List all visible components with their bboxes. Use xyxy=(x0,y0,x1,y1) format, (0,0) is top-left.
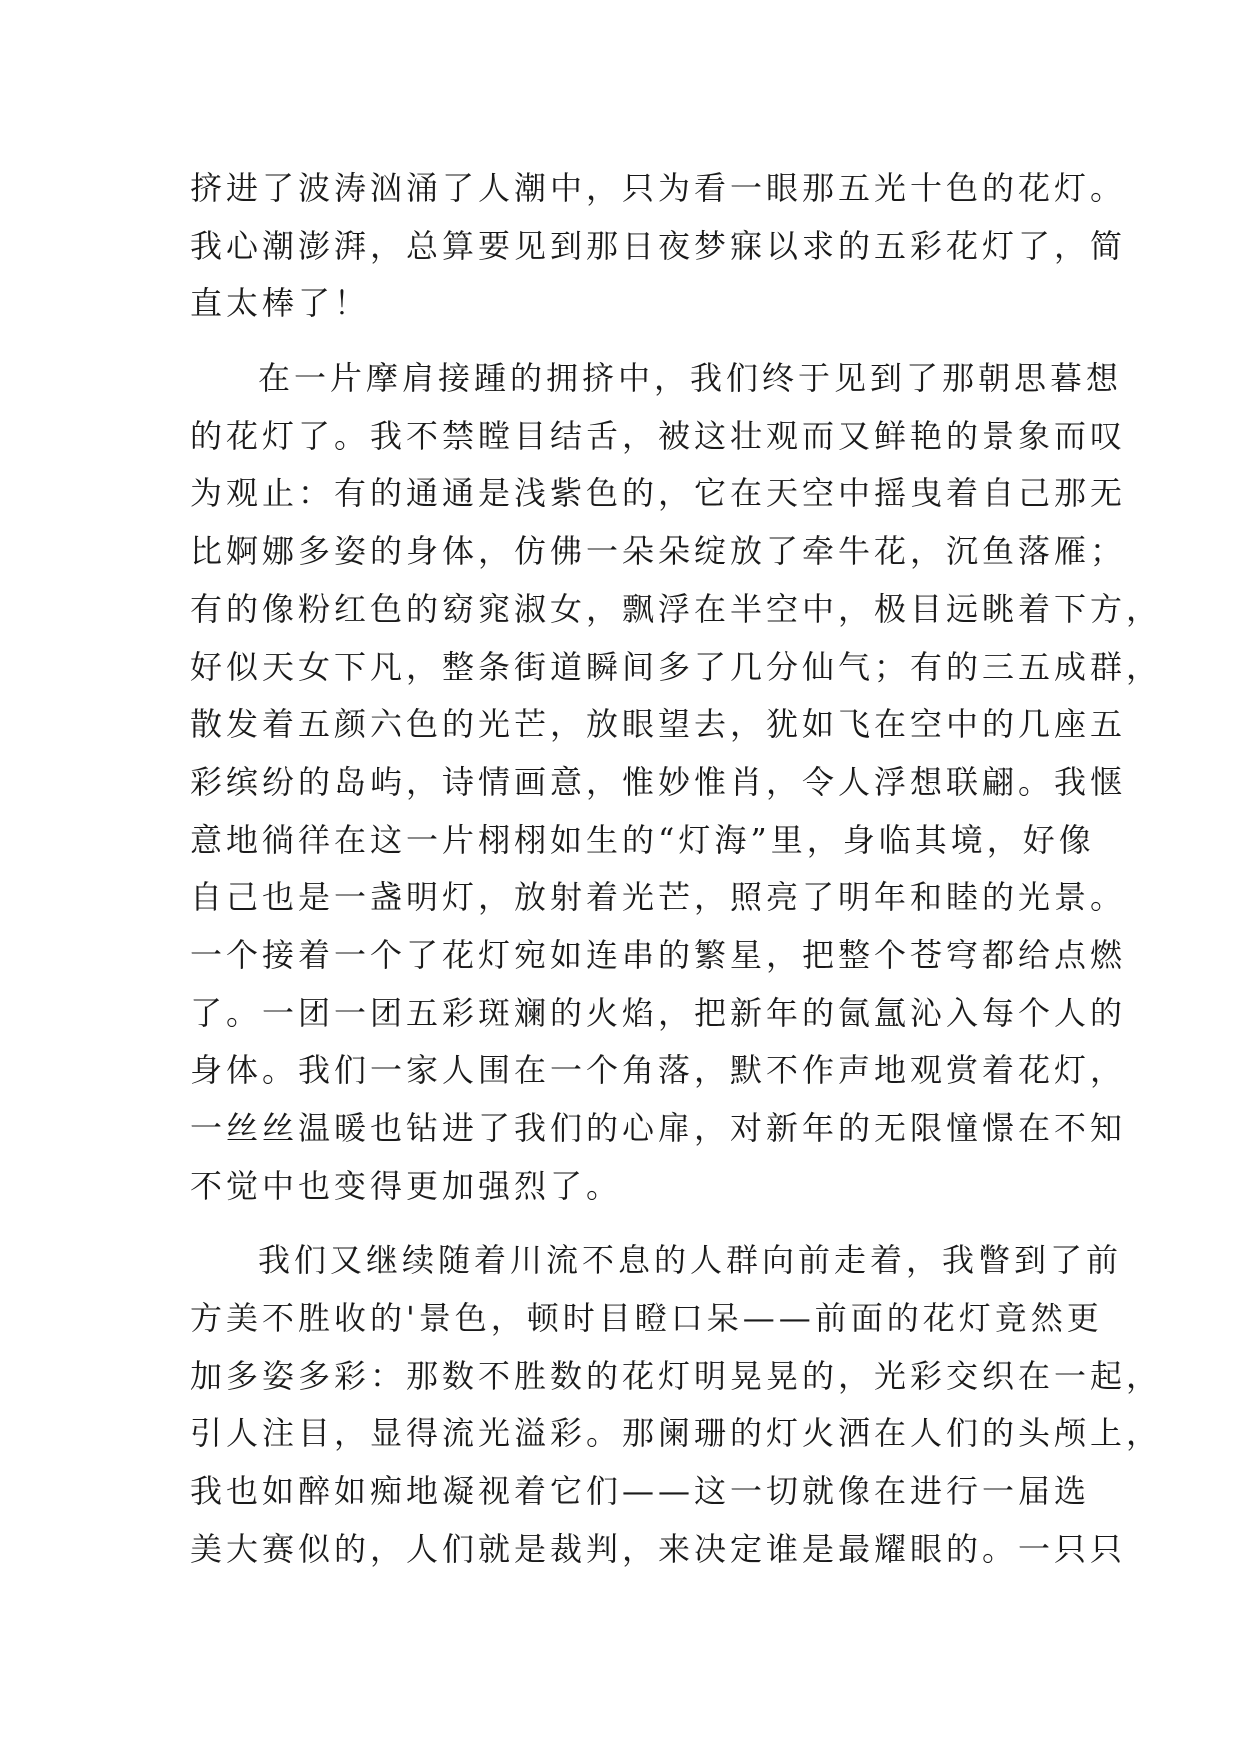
text-line: 我们又继续随着川流不息的人群向前走着，我瞥到了前 xyxy=(258,1241,1123,1280)
essay-text xyxy=(190,160,1163,1579)
text-line: 一个接着一个了花灯宛如连串的繁星，把整个苍穹都给点燃 xyxy=(190,935,1127,974)
paragraph-3 xyxy=(190,1232,1163,1578)
text-line: 直太棒了！ xyxy=(190,284,371,323)
text-line: 加多姿多彩：那数不胜数的花灯明晃晃的，光彩交织在一起， xyxy=(190,1356,1163,1395)
paragraph-1 xyxy=(190,160,1127,333)
text-line: 的花灯了。我不禁瞠目结舌，被这壮观而又鲜艳的景象而叹 xyxy=(190,416,1127,455)
text-line: 我心潮澎湃，总算要见到那日夜梦寐以求的五彩花灯了，简 xyxy=(190,226,1127,265)
text-line: 在一片摩肩接踵的拥挤中，我们终于见到了那朝思暮想 xyxy=(258,359,1123,398)
text-line: 我也如醉如痴地凝视着它们——这一切就像在进行一届选 xyxy=(190,1472,1091,1511)
text-line: 意地徜徉在这一片栩栩如生的“灯海”里，身临其境，好像 xyxy=(190,820,1095,859)
text-line: 散发着五颜六色的光芒，放眼望去，犹如飞在空中的几座五 xyxy=(190,705,1127,744)
text-line: 了。一团一团五彩斑斓的火焰，把新年的氤氲沁入每个人的 xyxy=(190,993,1127,1032)
text-line: 引人注目，显得流光溢彩。那阑珊的灯火洒在人们的头颅上， xyxy=(190,1414,1163,1453)
text-line: 自己也是一盏明灯，放射着光芒，照亮了明年和睦的光景。 xyxy=(190,878,1127,917)
text-line: 比婀娜多姿的身体，仿佛一朵朵绽放了牵牛花，沉鱼落雁； xyxy=(190,532,1127,571)
text-line: 为观止：有的通通是浅紫色的，它在天空中摇曳着自己那无 xyxy=(190,474,1127,513)
text-line: 方美不胜收的'景色，顿时目瞪口呆——前面的花灯竟然更 xyxy=(190,1299,1103,1338)
paragraph-2 xyxy=(190,350,1163,1215)
text-line: 挤进了波涛汹涌了人潮中，只为看一眼那五光十色的花灯。 xyxy=(190,169,1127,207)
text-line: 身体。我们一家人围在一个角落，默不作声地观赏着花灯， xyxy=(190,1051,1127,1090)
text-line: 不觉中也变得更加强烈了。 xyxy=(190,1166,623,1205)
text-line: 有的像粉红色的窈窕淑女，飘浮在半空中，极目远眺着下方， xyxy=(190,589,1163,628)
text-line: 美大赛似的，人们就是裁判，来决定谁是最耀眼的。一只只 xyxy=(190,1529,1127,1568)
text-line: 彩缤纷的岛屿，诗情画意，惟妙惟肖，令人浮想联翩。我惬 xyxy=(190,762,1127,801)
text-line: 一丝丝温暖也钻进了我们的心扉，对新年的无限憧憬在不知 xyxy=(190,1109,1127,1147)
text-line: 好似天女下凡，整条街道瞬间多了几分仙气；有的三五成群， xyxy=(190,647,1163,686)
